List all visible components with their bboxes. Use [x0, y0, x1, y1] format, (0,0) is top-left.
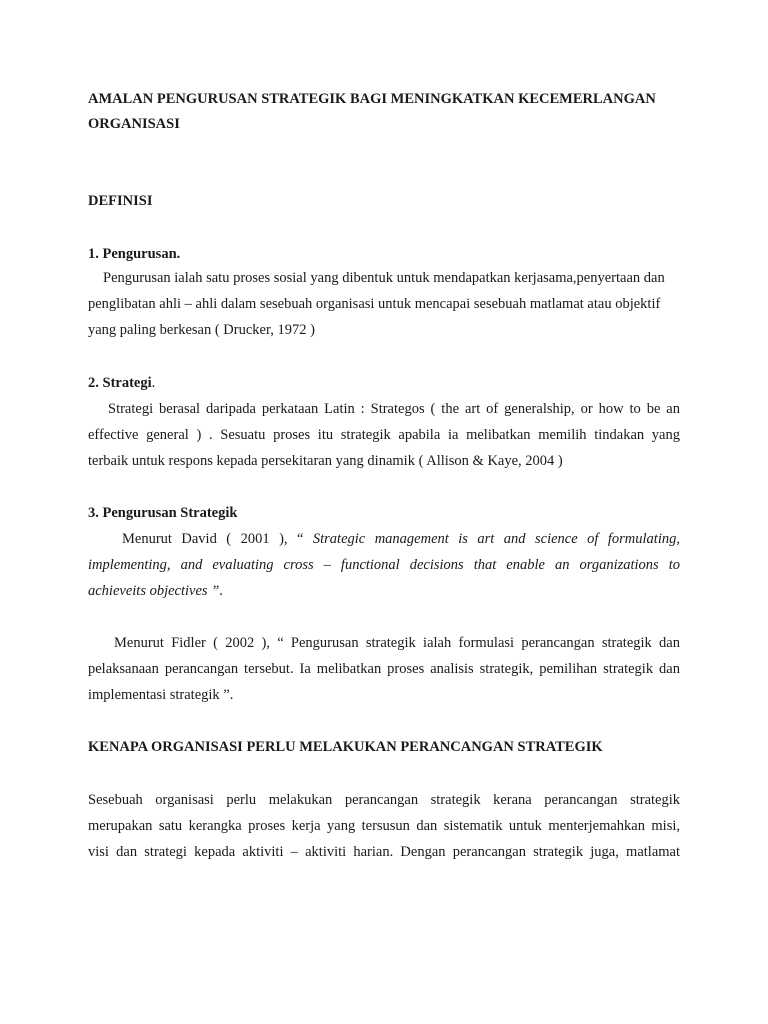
david-line-1 [88, 526, 680, 552]
fidler-paragraph [88, 630, 680, 708]
section-1-line-3: yang paling berkesan ( Drucker, 1972 ) [88, 322, 315, 338]
kenapa-heading: KENAPA ORGANISASI PERLU MELAKUKAN PERANCANGAN STRATEGIK [88, 739, 603, 755]
definisi-heading: DEFINISI [88, 193, 153, 209]
document-title [88, 87, 680, 137]
title-line-1: AMALAN PENGURUSAN STRATEGIK BAGI MENINGKATKAN KECEMERLANGAN [88, 91, 656, 107]
section-1-line-1: Pengurusan ialah satu proses sosial yang dibentuk untuk mendapatkan kerjasama,penyertaan dan [103, 270, 665, 286]
section-2-heading-suffix: . [151, 375, 156, 391]
david-quote-part-2: implementing, and evaluating cross – functional decisions that enable an organizations to [88, 557, 680, 573]
section-3-heading: 3. Pengurusan Strategik [88, 505, 238, 521]
david-quote-part-3: achieveits objectives ” [88, 583, 220, 599]
section-1-paragraph [88, 265, 680, 343]
fidler-line-2: pelaksanaan perancangan tersebut. Ia melibatkan proses analisis strategik, pemilihan strategik dan [88, 661, 680, 677]
section-2-line-1: Strategi berasal daripada perkataan Latin : Strategos ( the art of generalship, or how to be an [108, 401, 680, 417]
david-quote-part-1: Strategic management is art and science of formulating, [312, 531, 680, 547]
david-line-2 [88, 552, 680, 578]
fidler-line-1: Menurut Fidler ( 2002 ), “ Pengurusan strategik ialah formulasi perancangan strategik dan [114, 635, 680, 651]
section-2-heading: 2. Strategi [88, 375, 152, 391]
kenapa-line-1: Sesebuah organisasi perlu melakukan perancangan strategik kerana perancangan strategik [88, 792, 680, 808]
section-2-heading-row [88, 370, 680, 396]
david-prefix: Menurut David ( 2001 ), “ [122, 531, 304, 547]
david-quote-paragraph [88, 526, 680, 604]
section-2-line-3: terbaik untuk respons kepada persekitaran yang dinamik ( Allison & Kaye, 2004 ) [88, 453, 563, 469]
title-line-2: ORGANISASI [88, 116, 180, 132]
section-2-line-2: effective general ) . Sesuatu proses itu strategik apabila ia melibatkan memilih tindakan yang [88, 427, 680, 443]
section-1-heading: 1. Pengurusan. [88, 246, 181, 262]
kenapa-paragraph [88, 787, 680, 865]
kenapa-line-3: visi dan strategi kepada aktiviti – aktiviti harian. Dengan perancangan strategik juga, matlamat [88, 844, 680, 860]
section-2-paragraph [88, 396, 680, 474]
david-suffix: . [219, 583, 223, 599]
david-line-3 [88, 578, 680, 604]
section-1-line-2: penglibatan ahli – ahli dalam sesebuah organisasi untuk mencapai sesebuah matlamat atau objektif [88, 296, 661, 312]
kenapa-line-2: merupakan satu kerangka proses kerja yang tersusun dan sistematik untuk menterjemahkan misi, [88, 818, 680, 834]
fidler-line-3: implementasi strategik ”. [88, 687, 234, 703]
